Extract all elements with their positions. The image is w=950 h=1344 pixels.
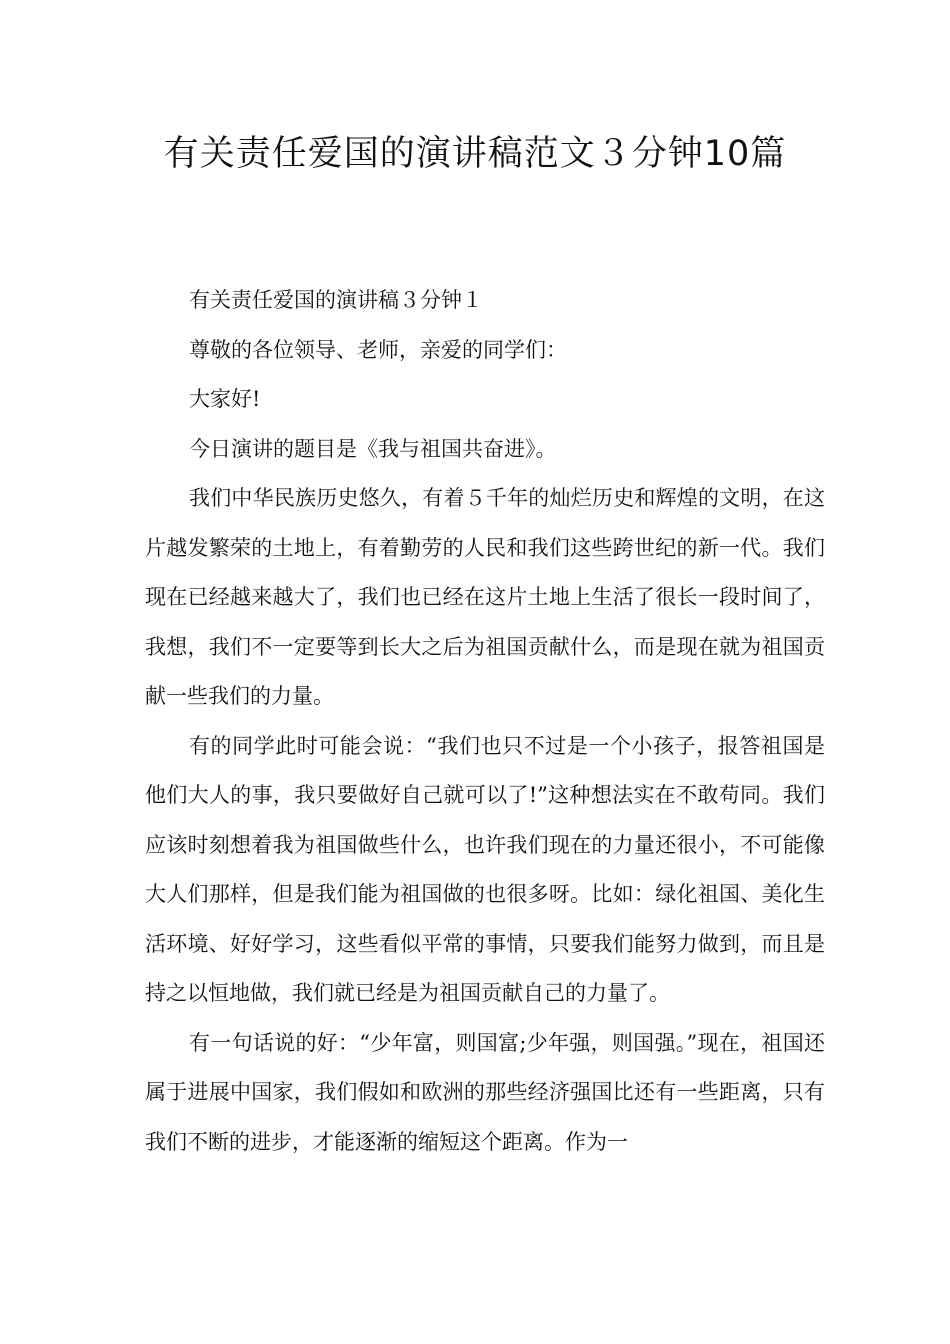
- paragraph-salutation: 尊敬的各位领导、老师，亲爱的同学们：: [189, 337, 567, 362]
- paragraph-body: 有一句话说的好：“少年富，则国富;少年强，则国强。”现在，祖国还属于进展中国家，我们假如和欧洲的那些经济强国比还有一些距离，只有我们不断的进步，才能逐渐的缩短这个距离。作为一: [145, 1030, 825, 1154]
- document-body: [145, 276, 825, 1167]
- paragraph-body: 有的同学此时可能会说：“我们也只不过是一个小孩子，报答祖国是他们大人的事，我只要做好自己就可以了!”这种想法实在不敢苟同。我们应该时刻想着我为祖国做些什么，也许我们现在的力量还很小，不可能像大人们那样，但是我们能为祖国做的也很多呀。比如：绿化祖国、美化生活环境、好好学习，这些看似平常的事情，只要我们能努力做到，而且是持之以恒地做，我们就已经是为祖国贡献自己的力量了。: [145, 733, 825, 1005]
- paragraph-greeting: 大家好!: [189, 387, 261, 411]
- paragraph-body: 我们中华民族历史悠久，有着５千年的灿烂历史和辉煌的文明，在这片越发繁荣的土地上，有着勤劳的人民和我们这些跨世纪的新一代。我们现在已经越来越大了，我们也已经在这片土地上生活了很长一段时间了，我想，我们不一定要等到长大之后为祖国贡献什么，而是现在就为祖国贡献一些我们的力量。: [145, 486, 825, 708]
- document-title: 有关责任爱国的演讲稿范文３分钟10篇: [163, 134, 787, 174]
- paragraph-heading: 有关责任爱国的演讲稿３分钟１: [189, 288, 483, 312]
- paragraph-topic: 今日演讲的题目是《我与祖国共奋进》。: [189, 436, 557, 461]
